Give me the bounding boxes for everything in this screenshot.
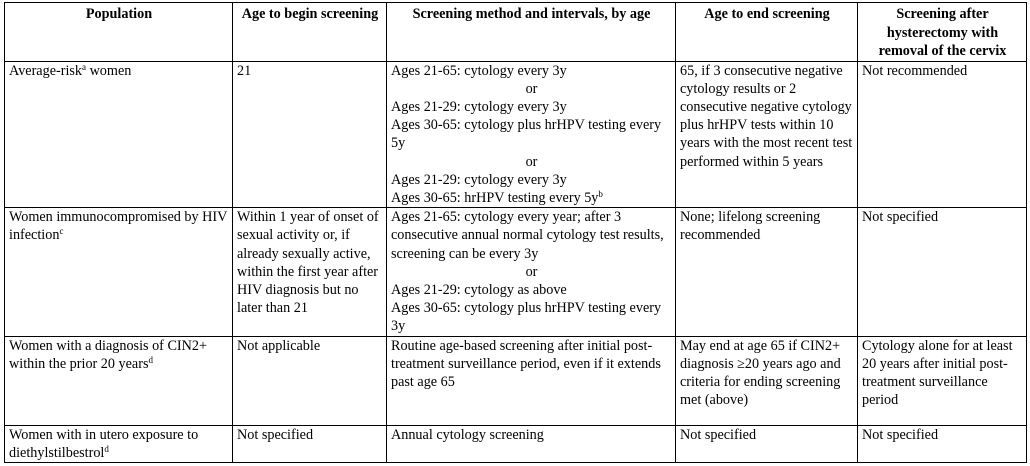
cell-age-to-begin: Not specified	[233, 425, 387, 462]
table-row	[5, 61, 1027, 208]
method-or: or	[525, 263, 538, 280]
population-label-rest: women	[86, 62, 132, 79]
cell-age-to-begin: Not applicable	[233, 336, 387, 425]
table-row	[5, 336, 1027, 425]
cell-screening-method	[387, 336, 676, 425]
population-label: Average-risk	[9, 62, 83, 79]
method-line-text: Ages 30-65: hrHPV testing every 5y	[391, 189, 599, 206]
footnote-marker: a	[82, 61, 87, 72]
method-line: Routine age-based screening after initial post-treatment surveillance period, even if it extends past age 65	[391, 337, 661, 390]
header-screening-method: Screening method and intervals, by age	[387, 3, 676, 62]
cell-population	[5, 425, 233, 462]
cell-screening-method	[387, 61, 676, 208]
table-row	[5, 208, 1027, 336]
method-line: Annual cytology screening	[391, 426, 544, 443]
header-after-hysterectomy: Screening after hysterectomy with removal of the cervix	[858, 3, 1027, 62]
footnote-marker: d	[104, 443, 109, 454]
population-label: Women with in utero exposure to diethylstilbestrol	[9, 426, 199, 461]
cell-population	[5, 61, 233, 208]
cell-population	[5, 336, 233, 425]
footnote-marker: c	[59, 226, 64, 237]
cell-population	[5, 208, 233, 336]
method-or: or	[525, 153, 538, 170]
screening-recommendations-table	[4, 2, 1027, 463]
table-row	[5, 425, 1027, 462]
method-line: Ages 21-29: cytology as above	[391, 281, 567, 298]
cell-age-to-end: Not specified	[676, 425, 858, 462]
cell-age-to-end: May end at age 65 if CIN2+ diagnosis ≥20 years ago and criteria for ending screening met (above)	[676, 336, 858, 425]
cell-age-to-begin: Within 1 year of onset of sexual activity or, if already sexually active, within the first year after HIV diagnosis but no later than 21	[233, 208, 387, 336]
cell-after-hysterectomy: Not specified	[858, 208, 1027, 336]
method-line-with-footnote	[391, 189, 672, 207]
cell-age-to-begin: 21	[233, 61, 387, 208]
cell-after-hysterectomy: Not specified	[858, 425, 1027, 462]
table-header-row	[5, 3, 1027, 62]
method-or: or	[525, 80, 538, 97]
method-line: Ages 21-65: cytology every 3y	[391, 62, 567, 79]
cell-age-to-end: 65, if 3 consecutive negative cytology results or 2 consecutive negative cytology plus hrHPV tests within 10 years with the most recent test performed within 5 years	[676, 61, 858, 208]
method-line: Ages 21-29: cytology every 3y	[391, 98, 567, 115]
method-line: Ages 30-65: cytology plus hrHPV testing every 3y	[391, 300, 662, 335]
header-age-to-begin: Age to begin screening	[233, 3, 387, 62]
population-label: Women immunocompromised by HIV infection	[9, 209, 228, 244]
cell-after-hysterectomy: Not recommended	[858, 61, 1027, 208]
population-label: Women with a diagnosis of CIN2+ within the prior 20 years	[9, 337, 207, 372]
cell-screening-method	[387, 425, 676, 462]
footnote-marker: d	[148, 354, 153, 365]
method-line: Ages 30-65: cytology plus hrHPV testing every 5y	[391, 117, 662, 152]
header-population: Population	[5, 3, 233, 62]
cell-screening-method	[387, 208, 676, 336]
header-age-to-end: Age to end screening	[676, 3, 858, 62]
cell-after-hysterectomy: Cytology alone for at least 20 years after initial post-treatment surveillance period	[858, 336, 1027, 425]
method-line: Ages 21-65: cytology every year; after 3 consecutive annual normal cytology test results, screening can be every 3y	[391, 209, 664, 262]
cell-age-to-end: None; lifelong screening recommended	[676, 208, 858, 336]
footnote-marker: b	[598, 188, 603, 199]
method-line: Ages 21-29: cytology every 3y	[391, 171, 567, 188]
